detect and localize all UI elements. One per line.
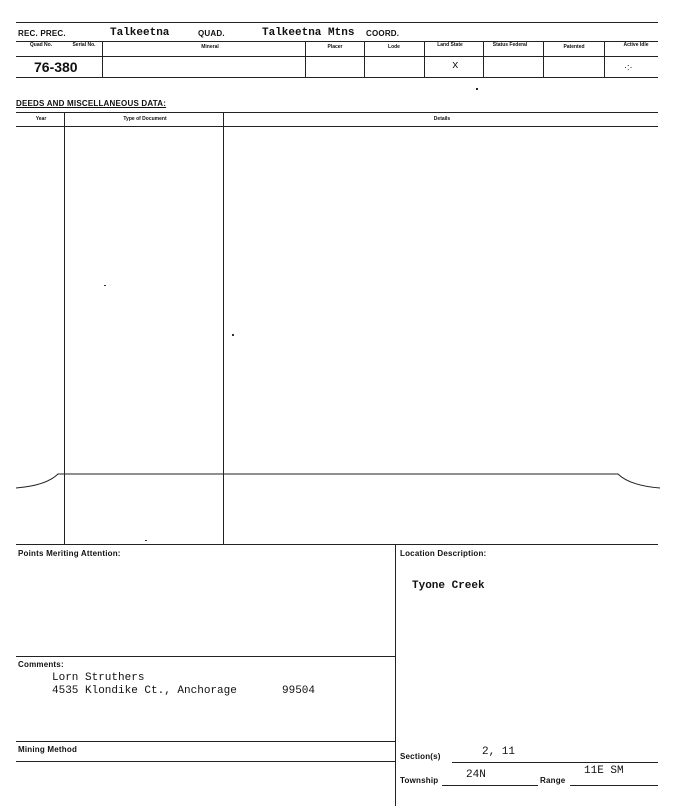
- rec-prec-value: Talkeetna: [110, 27, 170, 39]
- col-lode: Lode: [388, 44, 400, 50]
- quad-label: QUAD.: [198, 29, 225, 38]
- section-underline: [452, 762, 658, 763]
- col-land-state: Land State: [437, 42, 463, 48]
- comments-address: 4535 Klondike Ct., Anchorage: [52, 685, 237, 697]
- points-meriting-label: Points Meriting Attention:: [18, 549, 121, 558]
- quad-value: Talkeetna Mtns: [262, 27, 355, 39]
- col-serial-no: Serial No.: [72, 42, 96, 48]
- range-underline: [570, 785, 658, 786]
- details-header: Details: [433, 116, 451, 122]
- stray-dot: [476, 88, 478, 90]
- comments-name: Lorn Struthers: [52, 672, 145, 684]
- col-active-idle: Active Idle: [623, 42, 649, 48]
- township-value: 24N: [466, 769, 486, 781]
- col-patented: Patented: [563, 44, 585, 50]
- col-placer: Placer: [327, 44, 343, 50]
- col-divider-7: [604, 41, 605, 77]
- col-quad-no: Quad No.: [29, 42, 53, 48]
- mining-top-rule: [16, 741, 395, 742]
- col-divider-3: [364, 41, 365, 77]
- col-status-federal: Status Federal: [492, 42, 528, 48]
- col-mineral: Mineral: [201, 44, 219, 50]
- bottom-section-top-rule: [16, 544, 658, 545]
- active-idle-mark: ·:·: [624, 62, 633, 72]
- col-divider-2: [305, 41, 306, 77]
- bottom-center-divider: [395, 544, 396, 806]
- comments-zip: 99504: [282, 685, 316, 697]
- township-underline: [442, 785, 538, 786]
- record-bottom-rule: [16, 77, 658, 78]
- speck-3: [145, 540, 147, 541]
- location-description-value: Tyone Creek: [412, 580, 485, 592]
- range-value: 11E SM: [584, 765, 624, 777]
- section-value: 2, 11: [482, 746, 516, 758]
- comments-top-rule: [16, 656, 395, 657]
- range-label: Range: [540, 776, 566, 785]
- year-header: Year: [35, 116, 47, 122]
- speck-1: [104, 285, 106, 286]
- mining-bottom-rule: [16, 761, 395, 762]
- col-divider-4: [424, 41, 425, 77]
- location-description-label: Location Description:: [400, 549, 487, 558]
- col-divider-5: [483, 41, 484, 77]
- rec-prec-label: REC. PREC.: [18, 29, 66, 38]
- deeds-section-title: DEEDS AND MISCELLANEOUS DATA:: [16, 99, 167, 108]
- deeds-header-bottom-rule: [16, 126, 658, 127]
- comments-label: Comments:: [18, 660, 64, 669]
- section-label: Section(s): [400, 752, 441, 761]
- fold-line: [0, 462, 678, 492]
- col-divider-6: [543, 41, 544, 77]
- speck-2: [232, 334, 234, 336]
- quad-serial-value: 76-380: [34, 59, 78, 75]
- deeds-header-top-rule: [16, 112, 658, 113]
- type-header: Type of Document: [123, 116, 167, 122]
- township-label: Township: [400, 776, 439, 785]
- col-divider-1: [102, 41, 103, 77]
- mining-method-label: Mining Method: [18, 745, 78, 754]
- column-header-top-rule: [16, 41, 658, 42]
- column-header-bottom-rule: [16, 56, 658, 57]
- top-rule: [16, 22, 658, 23]
- land-state-mark: x: [452, 60, 459, 72]
- coord-label: COORD.: [366, 29, 400, 38]
